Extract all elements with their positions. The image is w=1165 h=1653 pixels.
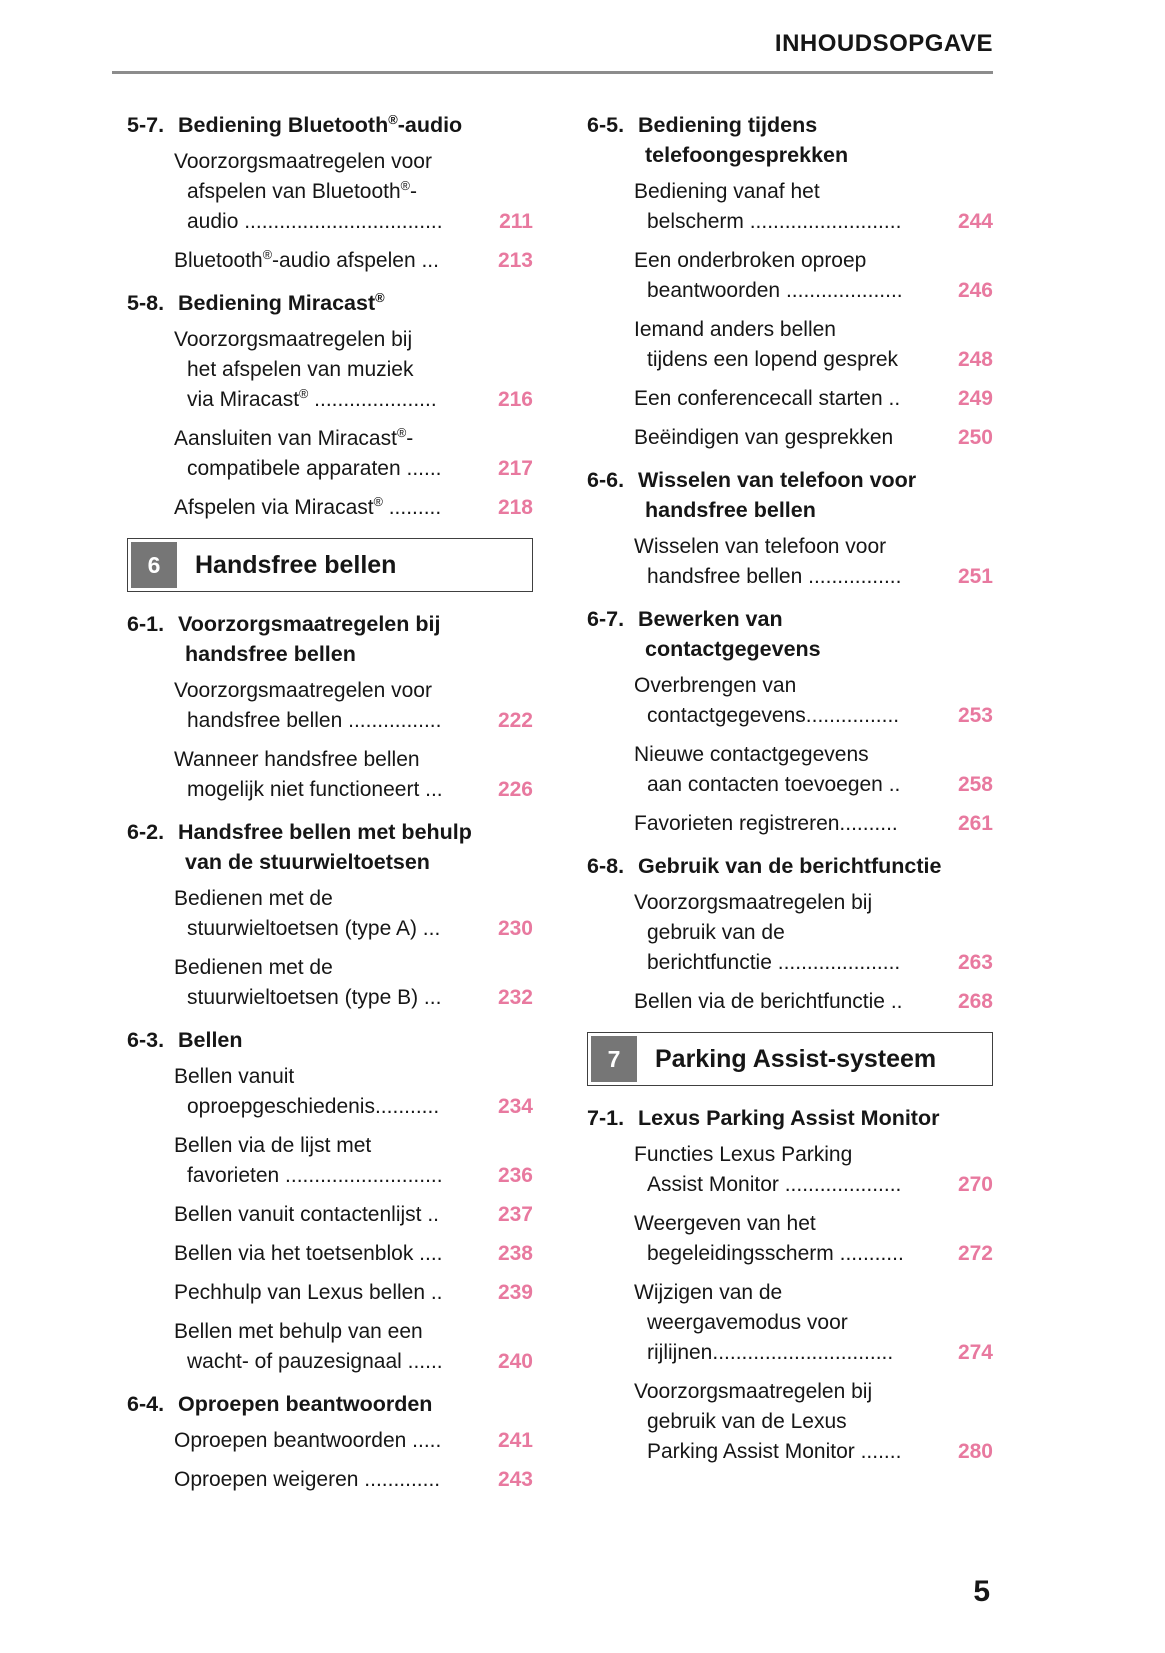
toc-page-ref: 218 — [497, 496, 533, 519]
toc-entry — [587, 177, 993, 237]
toc-page-ref: 226 — [497, 778, 533, 801]
toc-heading-number: 6-5. — [587, 113, 625, 137]
section-banner — [127, 538, 533, 592]
toc-entry-text: Oproepen weigeren ............. — [174, 1468, 441, 1491]
toc-entry-text: Bellen vanuit contactenlijst .. — [174, 1203, 439, 1226]
toc-entry-text: tijdens een lopend gesprek — [647, 348, 899, 371]
toc-heading-number: 5-8. — [127, 291, 165, 315]
toc-heading — [587, 465, 993, 525]
section-title: Handsfree bellen — [195, 550, 397, 579]
toc-page-ref: 263 — [957, 951, 993, 974]
toc-entry — [587, 987, 993, 1017]
toc-heading-number: 6-8. — [587, 854, 625, 878]
toc-entry-line — [634, 562, 993, 592]
toc-page-ref: 272 — [957, 1242, 993, 1265]
toc-heading — [127, 110, 533, 140]
toc-page-ref: 237 — [497, 1203, 533, 1226]
header-divider — [112, 71, 993, 74]
toc-heading-text: Bewerken van — [638, 607, 783, 631]
toc-columns — [112, 98, 993, 1504]
toc-heading-number: 6-7. — [587, 607, 625, 631]
page-number: 5 — [973, 1575, 990, 1608]
toc-page-ref: 261 — [957, 812, 993, 835]
toc-heading-line — [127, 1389, 533, 1419]
toc-entry — [127, 1062, 533, 1122]
toc-entry — [587, 1278, 993, 1368]
toc-page-ref: 243 — [497, 1468, 533, 1491]
toc-entry-line: Bedienen met de — [174, 956, 333, 979]
toc-entry-line: Voorzorgsmaatregelen bij — [174, 328, 413, 351]
toc-heading-line: contactgegevens — [645, 637, 821, 661]
toc-column-right — [587, 98, 993, 1476]
toc-entry-text: rijlijnen............................... — [647, 1341, 894, 1364]
toc-entry-text: stuurwieltoetsen (type B) ... — [187, 986, 442, 1009]
toc-entry — [127, 1131, 533, 1191]
toc-heading-line — [127, 609, 533, 639]
toc-entry-line: Bedienen met de — [174, 887, 333, 910]
toc-entry — [587, 532, 993, 592]
toc-entry-line — [634, 1437, 993, 1467]
toc-entry-line — [174, 385, 533, 415]
toc-entry-text: Pechhulp van Lexus bellen .. — [174, 1281, 443, 1304]
toc-entry-text: Bellen via het toetsenblok .... — [174, 1242, 443, 1265]
page-header-title: INHOUDSOPGAVE — [774, 30, 993, 57]
toc-heading-number: 6-4. — [127, 1392, 165, 1416]
toc-entry-line — [174, 1092, 533, 1122]
toc-entry-line — [174, 1347, 533, 1377]
toc-entry-line: Aansluiten van Miracast®- — [174, 426, 414, 450]
toc-heading-text: Gebruik van de berichtfunctie — [638, 854, 942, 878]
toc-entry-line — [634, 987, 993, 1017]
toc-entry-text: berichtfunctie ..................... — [647, 951, 901, 974]
toc-heading-line — [587, 465, 993, 495]
toc-page-ref: 253 — [957, 704, 993, 727]
toc-heading-number: 6-2. — [127, 820, 165, 844]
toc-page-ref: 249 — [957, 387, 993, 410]
toc-entry-text: aan contacten toevoegen .. — [647, 773, 901, 796]
toc-heading-line — [127, 817, 533, 847]
toc-heading-text: Lexus Parking Assist Monitor — [638, 1106, 940, 1130]
toc-entry-text: Favorieten registreren.......... — [634, 812, 898, 835]
toc-entry-line — [174, 983, 533, 1013]
toc-entry-text: Beëindigen van gesprekken — [634, 426, 894, 449]
toc-entry — [127, 1426, 533, 1456]
toc-heading — [587, 110, 993, 170]
toc-entry-line: Wisselen van telefoon voor — [634, 535, 887, 558]
toc-entry-line — [174, 1161, 533, 1191]
toc-entry-line: Bellen vanuit — [174, 1065, 295, 1088]
toc-heading-line — [587, 110, 993, 140]
toc-entry-line: Functies Lexus Parking — [634, 1143, 853, 1166]
toc-entry-line: Voorzorgsmaatregelen bij — [634, 891, 873, 914]
toc-heading-line — [587, 1103, 993, 1133]
toc-entry-text: compatibele apparaten ...... — [187, 457, 442, 480]
toc-entry-text: Bellen via de berichtfunctie .. — [634, 990, 903, 1013]
toc-entry-text: favorieten ........................... — [187, 1164, 443, 1187]
toc-heading-line: handsfree bellen — [645, 498, 816, 522]
toc-entry-text: Bluetooth®-audio afspelen ... — [174, 248, 439, 272]
toc-entry-line — [174, 1200, 533, 1230]
toc-entry-line — [174, 493, 533, 523]
toc-entry-line — [634, 701, 993, 731]
toc-entry-text: Assist Monitor .................... — [647, 1173, 902, 1196]
section-banner — [587, 1032, 993, 1086]
toc-entry-text: Parking Assist Monitor ....... — [647, 1440, 902, 1463]
toc-entry-line: Weergeven van het — [634, 1212, 816, 1235]
toc-entry-line — [174, 1426, 533, 1456]
toc-heading — [127, 288, 533, 318]
toc-entry-text: stuurwieltoetsen (type A) ... — [187, 917, 441, 940]
toc-entry-line — [634, 207, 993, 237]
toc-heading — [587, 851, 993, 881]
toc-entry-line: Wijzigen van de — [634, 1281, 783, 1304]
toc-page-ref: 246 — [957, 279, 993, 302]
toc-entry — [127, 676, 533, 736]
toc-page-ref: 251 — [957, 565, 993, 588]
toc-entry — [127, 1200, 533, 1230]
toc-heading-line: handsfree bellen — [185, 642, 356, 666]
toc-entry — [127, 1239, 533, 1269]
toc-entry-line: gebruik van de — [647, 921, 785, 944]
toc-page-ref: 217 — [497, 457, 533, 480]
toc-heading-text: Wisselen van telefoon voor — [638, 468, 917, 492]
toc-page-ref: 211 — [499, 210, 533, 233]
toc-heading-text: Bediening Bluetooth®-audio — [178, 111, 463, 137]
toc-heading-line — [587, 851, 993, 881]
toc-entry-text: Afspelen via Miracast® ......... — [174, 495, 442, 519]
toc-entry-line: Bellen via de lijst met — [174, 1134, 372, 1157]
toc-entry — [127, 325, 533, 415]
toc-entry-line — [634, 1338, 993, 1368]
toc-heading-text: Bediening tijdens — [638, 113, 818, 137]
toc-page-ref: 250 — [957, 426, 993, 449]
toc-entry-line — [174, 207, 533, 237]
toc-entry-text: Oproepen beantwoorden ..... — [174, 1429, 442, 1452]
toc-entry-line — [634, 423, 993, 453]
toc-heading — [127, 817, 533, 877]
toc-entry-text: beantwoorden .................... — [647, 279, 903, 302]
toc-page-ref: 280 — [957, 1440, 993, 1463]
toc-entry — [587, 671, 993, 731]
toc-entry-text: wacht- of pauzesignaal ...... — [187, 1350, 443, 1373]
section-number: 7 — [591, 1036, 637, 1082]
toc-entry — [127, 884, 533, 944]
section-title: Parking Assist-systeem — [655, 1044, 937, 1073]
toc-entry-line: Voorzorgsmaatregelen bij — [634, 1380, 873, 1403]
toc-entry-line: Nieuwe contactgegevens — [634, 743, 869, 766]
toc-heading-number: 6-6. — [587, 468, 625, 492]
toc-heading-text: Voorzorgsmaatregelen bij — [178, 612, 441, 636]
toc-entry — [127, 745, 533, 805]
toc-entry-line — [174, 1278, 533, 1308]
toc-entry-line: weergavemodus voor — [647, 1311, 848, 1334]
toc-entry-line — [174, 246, 533, 276]
toc-page-ref: 222 — [497, 709, 533, 732]
toc-page-ref: 268 — [957, 990, 993, 1013]
toc-heading-line: van de stuurwieltoetsen — [185, 850, 430, 874]
toc-entry-line — [174, 454, 533, 484]
toc-entry-line — [174, 1239, 533, 1269]
toc-entry-text: audio .................................. — [187, 210, 443, 233]
toc-entry-text: begeleidingsscherm ........... — [647, 1242, 904, 1265]
toc-entry — [587, 1377, 993, 1467]
toc-entry-line — [634, 1239, 993, 1269]
toc-page-ref: 270 — [957, 1173, 993, 1196]
toc-page-ref: 274 — [957, 1341, 993, 1364]
toc-page-ref: 236 — [497, 1164, 533, 1187]
toc-heading-text: Bellen — [178, 1028, 243, 1052]
toc-entry-text: via Miracast® ..................... — [187, 387, 437, 411]
toc-entry-line: gebruik van de Lexus — [647, 1410, 847, 1433]
toc-heading-text: Bediening Miracast® — [178, 289, 385, 315]
toc-entry — [127, 147, 533, 237]
toc-heading-text: Oproepen beantwoorden — [178, 1392, 433, 1416]
toc-entry — [587, 740, 993, 800]
toc-entry-line — [634, 384, 993, 414]
toc-entry-line: Voorzorgsmaatregelen voor — [174, 150, 432, 173]
toc-entry — [127, 246, 533, 276]
toc-heading-line — [127, 288, 533, 318]
toc-page-ref: 258 — [957, 773, 993, 796]
toc-entry-text: oproepgeschiedenis........... — [187, 1095, 440, 1118]
toc-column-left — [127, 98, 533, 1504]
toc-entry — [127, 493, 533, 523]
toc-heading — [127, 1025, 533, 1055]
toc-entry-text: contactgegevens................ — [647, 704, 900, 727]
toc-heading-line — [127, 110, 533, 140]
toc-entry-line — [174, 706, 533, 736]
toc-entry — [127, 424, 533, 484]
toc-heading — [127, 1389, 533, 1419]
toc-heading-number: 6-3. — [127, 1028, 165, 1052]
toc-page-ref: 244 — [957, 210, 993, 233]
toc-entry-text: handsfree bellen ................ — [647, 565, 902, 588]
toc-entry — [587, 809, 993, 839]
toc-entry — [127, 1317, 533, 1377]
toc-page-ref: 213 — [497, 249, 533, 272]
toc-entry-text: Een conferencecall starten .. — [634, 387, 901, 410]
toc-page-ref: 216 — [497, 388, 533, 411]
toc-entry — [587, 246, 993, 306]
toc-entry-line — [634, 1170, 993, 1200]
toc-entry-line: Overbrengen van — [634, 674, 797, 697]
toc-heading-text: Handsfree bellen met behulp — [178, 820, 472, 844]
toc-heading-line — [587, 604, 993, 634]
toc-heading — [127, 609, 533, 669]
toc-page-ref: 238 — [497, 1242, 533, 1265]
toc-entry-line: Bellen met behulp van een — [174, 1320, 423, 1343]
toc-page-ref: 248 — [957, 348, 993, 371]
toc-heading-number: 7-1. — [587, 1106, 625, 1130]
toc-entry — [587, 1209, 993, 1269]
toc-heading-line — [127, 1025, 533, 1055]
toc-page-ref: 239 — [497, 1281, 533, 1304]
toc-entry-line: afspelen van Bluetooth®- — [187, 179, 417, 203]
toc-heading-number: 6-1. — [127, 612, 165, 636]
toc-entry-line — [634, 276, 993, 306]
toc-entry-line — [174, 775, 533, 805]
toc-entry-text: belscherm .......................... — [647, 210, 902, 233]
toc-entry-line — [634, 345, 993, 375]
toc-entry-line — [634, 770, 993, 800]
toc-heading-number: 5-7. — [127, 113, 165, 137]
toc-page-ref: 241 — [497, 1429, 533, 1452]
toc-entry-text: handsfree bellen ................ — [187, 709, 442, 732]
toc-entry — [587, 315, 993, 375]
toc-entry-line: Wanneer handsfree bellen — [174, 748, 420, 771]
toc-entry-line — [634, 948, 993, 978]
toc-page-ref: 240 — [497, 1350, 533, 1373]
toc-entry — [587, 384, 993, 414]
toc-entry — [587, 888, 993, 978]
toc-heading-line: telefoongesprekken — [645, 143, 849, 167]
toc-entry-line — [174, 1465, 533, 1495]
toc-entry-line: Iemand anders bellen — [634, 318, 836, 341]
toc-heading — [587, 1103, 993, 1133]
toc-entry — [127, 1278, 533, 1308]
toc-entry-line: Een onderbroken oproep — [634, 249, 867, 272]
toc-entry — [587, 423, 993, 453]
toc-entry-line: het afspelen van muziek — [187, 358, 414, 381]
toc-page-ref: 234 — [497, 1095, 533, 1118]
toc-heading — [587, 604, 993, 664]
toc-entry — [127, 953, 533, 1013]
toc-entry-text: mogelijk niet functioneert ... — [187, 778, 443, 801]
section-number: 6 — [131, 542, 177, 588]
toc-entry-line — [634, 809, 993, 839]
toc-entry-line: Bediening vanaf het — [634, 180, 820, 203]
toc-entry-line: Voorzorgsmaatregelen voor — [174, 679, 432, 702]
toc-entry — [587, 1140, 993, 1200]
toc-page-ref: 232 — [497, 986, 533, 1009]
toc-entry — [127, 1465, 533, 1495]
toc-page-ref: 230 — [497, 917, 533, 940]
toc-entry-line — [174, 914, 533, 944]
